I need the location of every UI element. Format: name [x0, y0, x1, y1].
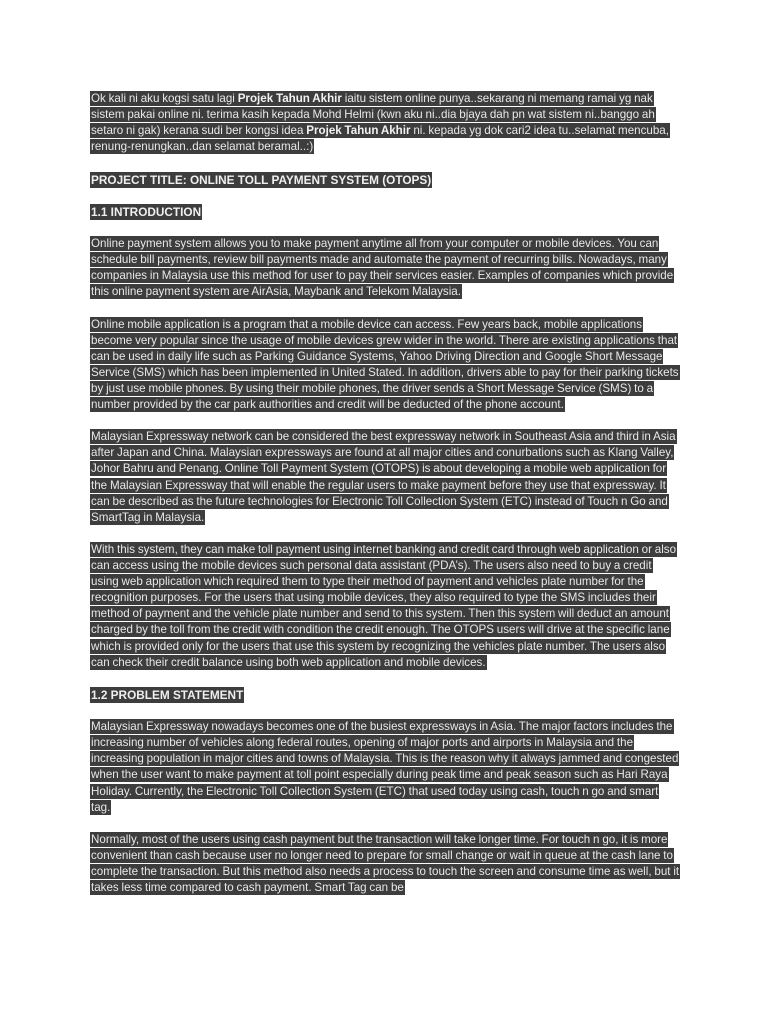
intro-bold-project: Projek Tahun Akhir	[306, 124, 411, 138]
body-paragraph: Online mobile application is a program that a mobile device can access. Few years back, mobile applications become very popular since the usage of mobile devices grew wider in the world. There are existing applications that can be used in daily life such as Parking Guidance Systems, Yahoo Driving Direction and Google Short Message Service (SMS) which has been implemented in United Stated. In addition, drivers able to pay for their parking tickets by just use mobile phones. By using their mobile phones, the driver sends a Short Message Service (SMS) to a number provided by the car park authorities and credit will be deducted of the phone account.	[91, 317, 679, 411]
section-heading-problem-statement: 1.2 PROBLEM STATEMENT	[91, 687, 244, 702]
intro-bold-project: Projek Tahun Akhir	[237, 92, 342, 105]
intro-text: Ok kali ni aku kogsi satu lagi	[91, 92, 238, 105]
body-paragraph: Malaysian Expressway nowadays becomes one of the busiest expressways in Asia. The major factors includes the increasing number of vehicles along federal routes, opening of major ports and airports in Malaysia and the increasing population in major cities and towns of Malaysia. This is the reason why it always jammed and congested when the user want to make payment at toll point especially during peak time and peak season such as Hari Raya Holiday. Currently, the Electronic Toll Collection System (ETC) that used today using cash, touch n go and smart tag.	[91, 720, 679, 814]
project-title: PROJECT TITLE: ONLINE TOLL PAYMENT SYSTEM (OTOPS)	[91, 172, 432, 187]
body-paragraph: With this system, they can make toll payment using internet banking and credit card through web application or also can access using the mobile devices such personal data assistant (PDA’s). The users also need to buy a credit using web application which required them to type their method of payment and vehicles plate number for the recognition purposes. For the users that using mobile devices, they also required to type the SMS includes their method of payment and the vehicle plate number and send to this system. Then this system will deduct an amount charged by the toll from the credit with condition the credit enough. The OTOPS users will drive at the specific lane which is provided only for the users that use this system by recognizing the vehicles plate number. The users also can check their credit balance using both web application and mobile devices.	[91, 543, 677, 669]
body-paragraph: Normally, most of the users using cash payment but the transaction will take longer time. For touch n go, it is more convenient than cash because user no longer need to prepare for small change or wait in queue at the cash lane to complete the transaction. But this method also needs a process to touch the screen and consume time as well, but it takes less time compared to cash payment. Smart Tag can be	[91, 832, 680, 895]
body-paragraph: Online payment system allows you to make payment anytime all from your computer or mobile devices. You can schedule bill payments, review bill payments made and automate the payment of recurring bills. Nowadays, many companies in Malaysia use this method for user to pay their services easier. Examples of companies which provide this online payment system are AirAsia, Maybank and Telekom Malaysia.	[91, 236, 674, 299]
intro-paragraph	[90, 91, 680, 155]
body-paragraph: Malaysian Expressway network can be considered the best expressway network in Southeast Asia and third in Asia after Japan and China. Malaysian expressways are found at all major cities and conurbations such as Klang Valley, Johor Bahru and Penang. Online Toll Payment System (OTOPS) is about developing a mobile web application for the Malaysian Expressway that will enable the regular users to make payment before they use that expressway. It can be described as the future technologies for Electronic Toll Collection System (ETC) instead of Touch n Go and SmartTag in Malaysia.	[91, 430, 676, 524]
intro-text: ni. kepada yg dok cari2 idea tu..selamat mencuba, renung-renungkan..dan selamat beramal..:)	[91, 124, 669, 154]
section-heading-introduction: 1.1 INTRODUCTION	[91, 204, 202, 219]
intro-text: iaitu sistem online punya..sekarang ni memang ramai yg nak sistem pakai online ni. terima kasih kepada Mohd Helmi (kwn aku ni..dia bjaya dah pn wat sistem ni..banggo ah setaro ni gak) kerana sudi ber kongsi idea	[91, 92, 655, 138]
